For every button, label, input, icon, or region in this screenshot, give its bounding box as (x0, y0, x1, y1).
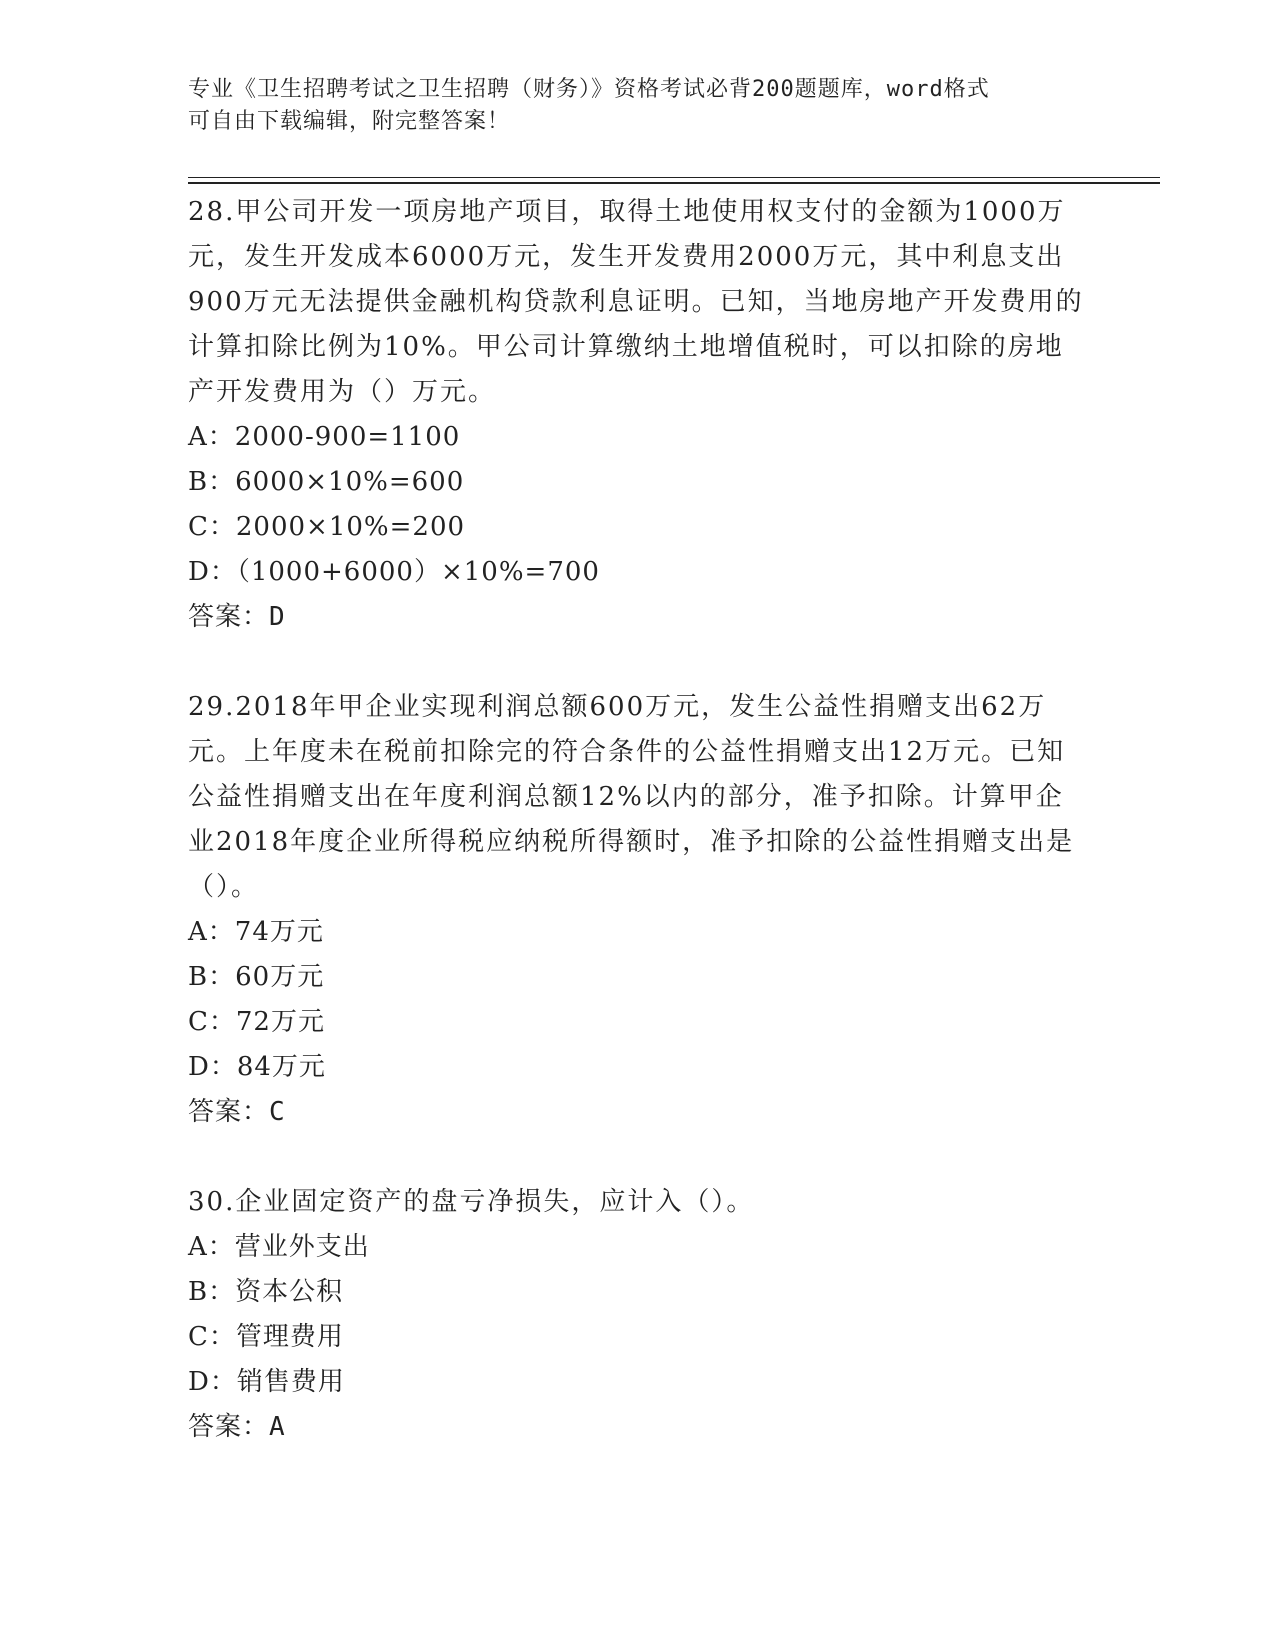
answer-line: 答案：D (188, 602, 286, 632)
option-a: A：营业外支出 (188, 1232, 370, 1262)
header-divider-thin (188, 177, 1160, 178)
question-29 (188, 685, 1088, 1135)
header-divider-thick (188, 182, 1160, 184)
option-c: C：2000×10%=200 (188, 512, 466, 542)
option-b: B：6000×10%=600 (188, 467, 465, 497)
option-d: D：销售费用 (188, 1367, 345, 1397)
option-d: D：84万元 (188, 1052, 326, 1082)
answer-line: 答案：A (188, 1412, 286, 1442)
option-b: B：资本公积 (188, 1277, 344, 1307)
answer-line: 答案：C (188, 1097, 286, 1127)
option-c: C：管理费用 (188, 1322, 344, 1352)
question-list (188, 190, 1088, 1495)
header-title-line-2: 可自由下载编辑，附完整答案！ (188, 109, 511, 134)
question-30 (188, 1180, 1088, 1450)
option-a: A：2000-900=1100 (188, 422, 461, 452)
question-28 (188, 190, 1088, 640)
option-c: C：72万元 (188, 1007, 325, 1037)
document-header (188, 74, 1068, 138)
question-text: 28.甲公司开发一项房地产项目，取得土地使用权支付的金额为1000万元，发生开发成本6000万元，发生开发费用2000万元，其中利息支出900万元无法提供金融机构贷款利息证明。已知，当地房地产开发费用的计算扣除比例为10%。甲公司计算缴纳土地增值税时，可以扣除的房地产开发费用为（）万元。 (188, 197, 1084, 407)
question-text: 30.企业固定资产的盘亏净损失，应计入（）。 (188, 1187, 755, 1217)
option-b: B：60万元 (188, 962, 325, 992)
question-text: 29.2018年甲企业实现利润总额600万元，发生公益性捐赠支出62万元。上年度未在税前扣除完的符合条件的公益性捐赠支出12万元。已知公益性捐赠支出在年度利润总额12%以内的部分，准予扣除。计算甲企业2018年度企业所得税应纳税所得额时，准予扣除的公益性捐赠支出是（）。 (188, 692, 1075, 902)
option-a: A：74万元 (188, 917, 324, 947)
header-title-line-1: 专业《卫生招聘考试之卫生招聘（财务）》资格考试必背200题题库，word格式 (188, 77, 990, 102)
option-d: D：（1000+6000）×10%=700 (188, 557, 600, 587)
